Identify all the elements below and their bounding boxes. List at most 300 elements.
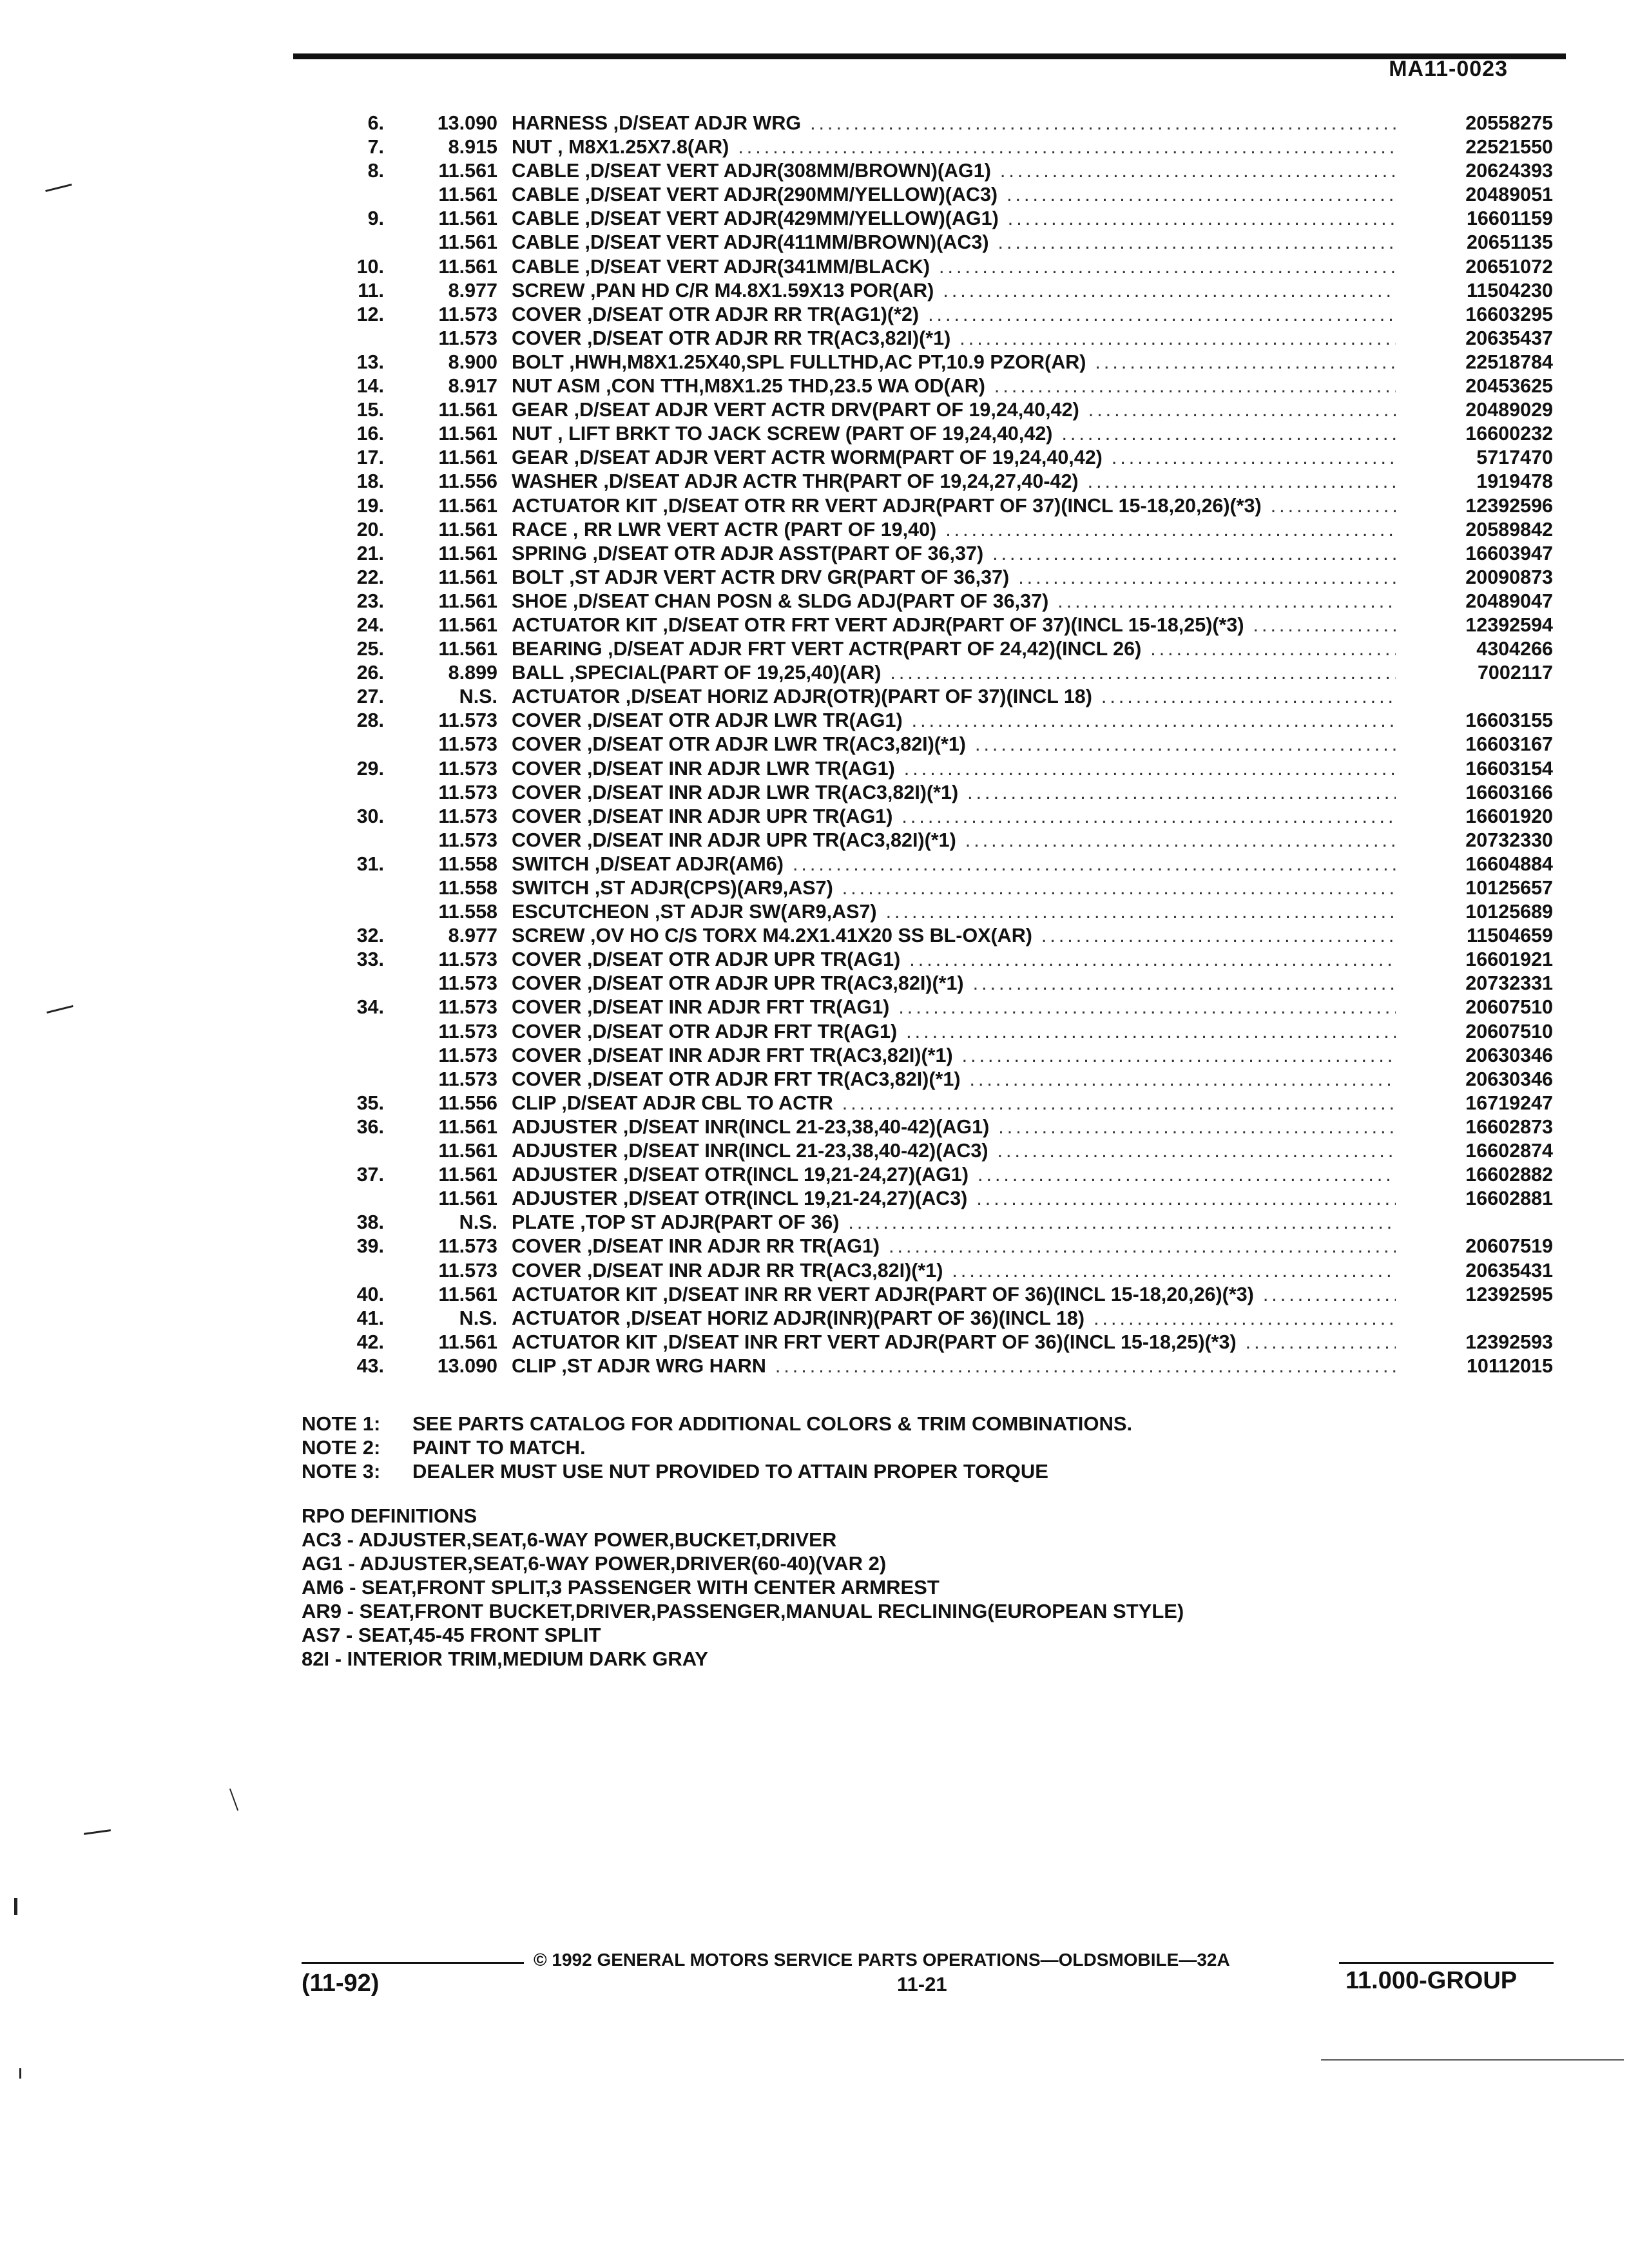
part-number: 16601159 [1466, 207, 1553, 230]
part-name: BALL [512, 662, 564, 684]
part-name: ACTUATOR [512, 686, 621, 708]
dot-leader [998, 1116, 1396, 1139]
dot-leader [1253, 614, 1396, 637]
dot-leader [969, 1068, 1396, 1091]
part-name-wrapper [512, 256, 930, 278]
part-description [512, 375, 1405, 398]
part-row [309, 351, 1553, 375]
part-row [309, 1116, 1553, 1140]
part-group-number: 11.561 [438, 423, 497, 445]
part-name-wrapper [512, 1068, 960, 1091]
part-row [309, 303, 1553, 327]
part-name: COVER [512, 303, 582, 325]
part-row [309, 972, 1553, 996]
part-group-number: 8.977 [448, 279, 497, 302]
part-name: CLIP [512, 1091, 556, 1114]
part-group-number: 11.561 [438, 638, 497, 660]
part-description [512, 470, 1405, 493]
part-ref-number: 42. [356, 1331, 384, 1353]
part-description [512, 231, 1405, 254]
part-row [309, 375, 1553, 399]
note-label: NOTE 1: [302, 1412, 381, 1435]
part-name-wrapper [512, 1116, 989, 1139]
part-row [309, 996, 1553, 1020]
dot-leader [912, 709, 1396, 732]
part-description [512, 423, 1405, 445]
part-detail: ,D/SEAT OTR ADJR UPR TR(AG1) [586, 948, 901, 971]
dot-leader [1101, 686, 1396, 708]
part-ref-number: 40. [356, 1283, 384, 1305]
dot-leader [842, 1092, 1396, 1115]
part-row [309, 519, 1553, 543]
part-description [512, 638, 1405, 660]
dot-leader [775, 1355, 1396, 1378]
part-row [309, 614, 1553, 638]
part-name-wrapper [512, 972, 964, 995]
part-group-number: 11.561 [438, 207, 497, 230]
part-row [309, 590, 1553, 614]
part-group-number: 11.573 [438, 805, 497, 827]
part-number: 12392595 [1465, 1283, 1553, 1305]
part-name-wrapper [512, 1235, 880, 1258]
part-description [512, 566, 1405, 589]
part-row [309, 1021, 1553, 1044]
part-name-wrapper [512, 447, 1103, 469]
part-ref-number: 20. [356, 518, 384, 541]
part-name-wrapper [512, 1211, 839, 1234]
part-row [309, 231, 1553, 255]
part-name-wrapper [512, 1044, 953, 1067]
part-ref-number: 10. [356, 255, 384, 278]
part-name-wrapper [512, 925, 1032, 947]
part-name: CABLE [512, 231, 580, 254]
note-text: DEALER MUST USE NUT PROVIDED TO ATTAIN PROPER TORQUE [412, 1460, 1048, 1483]
part-row [309, 638, 1553, 662]
rpo-definition: AG1 - ADJUSTER,SEAT,6-WAY POWER,DRIVER(60-40)(VAR 2) [302, 1552, 887, 1575]
part-row [309, 1140, 1553, 1164]
part-row [309, 495, 1553, 519]
notes-section [302, 1412, 1132, 1484]
part-row [309, 686, 1553, 709]
part-name: COVER [512, 1259, 582, 1282]
part-description [512, 184, 1405, 206]
part-group-number: 11.561 [438, 1283, 497, 1305]
part-description [512, 1307, 1405, 1330]
rpo-title: RPO DEFINITIONS [302, 1504, 477, 1527]
part-name-wrapper [512, 160, 991, 182]
part-detail: ,OV HO C/S TORX M4.2X1.41X20 SS BL-OX(AR) [590, 925, 1032, 947]
part-name: COVER [512, 781, 582, 803]
part-description [512, 1283, 1405, 1306]
footer-copyright: © 1992 GENERAL MOTORS SERVICE PARTS OPERATIONS—OLDSMOBILE—32A [534, 1950, 1230, 1970]
part-detail: ,D/SEAT INR ADJR RR TR(AG1) [586, 1235, 880, 1258]
part-name-wrapper [512, 136, 729, 159]
part-detail: ,D/SEAT ADJR WRG [613, 112, 802, 134]
top-rule [293, 53, 1566, 59]
part-ref-number: 6. [367, 112, 384, 134]
part-name-wrapper [512, 782, 958, 804]
part-name: ACTUATOR KIT [512, 1331, 657, 1353]
dot-leader [928, 303, 1396, 326]
part-number: 5717470 [1476, 447, 1553, 469]
dot-leader [842, 877, 1396, 899]
part-description [512, 614, 1405, 637]
part-detail: ,D/SEAT CHAN POSN & SLDG ADJ(PART OF 36,37) [572, 590, 1049, 612]
part-name-wrapper [512, 1355, 766, 1378]
part-detail: ,D/SEAT INR ADJR FRT TR(AC3,82I)(*1) [586, 1044, 953, 1066]
part-number: 16602873 [1465, 1115, 1553, 1138]
dot-leader [1088, 399, 1396, 421]
part-ref-number: 24. [356, 613, 384, 636]
part-row [309, 1260, 1553, 1283]
dot-leader [1271, 495, 1396, 517]
part-name: COVER [512, 1235, 582, 1258]
part-name: ADJUSTER [512, 1115, 618, 1138]
part-row [309, 805, 1553, 829]
part-number: 20489047 [1465, 590, 1553, 612]
part-group-number: 8.977 [448, 925, 497, 947]
part-description [512, 877, 1405, 899]
part-name: COVER [512, 1068, 582, 1090]
part-number: 16602874 [1465, 1140, 1553, 1162]
dot-leader [962, 1044, 1396, 1067]
part-name: NUT ASM [512, 375, 601, 398]
part-name-wrapper [512, 1260, 943, 1282]
part-ref-number: 30. [356, 805, 384, 827]
part-number: 4304266 [1476, 638, 1553, 660]
part-group-number: 11.573 [438, 1259, 497, 1282]
part-name: SHOE [512, 590, 568, 612]
part-row [309, 877, 1553, 901]
footer-page-number: 11-21 [897, 1973, 947, 1995]
part-row [309, 1211, 1553, 1235]
part-number: 20732331 [1465, 972, 1553, 995]
part-detail: ,D/SEAT ADJR ACTR THR(PART OF 19,24,27,40-42) [603, 470, 1079, 493]
part-name-wrapper [512, 758, 895, 780]
part-name: ACTUATOR KIT [512, 613, 657, 636]
part-name: PLATE [512, 1211, 575, 1234]
part-description [512, 1164, 1405, 1186]
part-name-wrapper [512, 112, 801, 135]
part-number: 20090873 [1465, 566, 1553, 588]
part-description [512, 447, 1405, 469]
dot-leader [1150, 638, 1396, 660]
part-name-wrapper [512, 948, 900, 971]
part-description [512, 351, 1405, 374]
part-name-wrapper [512, 519, 936, 541]
note-text: SEE PARTS CATALOG FOR ADDITIONAL COLORS & TRIM COMBINATIONS. [412, 1412, 1133, 1435]
part-name: COVER [512, 972, 582, 995]
part-number: 16603167 [1465, 733, 1553, 756]
part-detail: , LIFT BRKT TO JACK SCREW (PART OF 19,24,40,42) [557, 423, 1053, 445]
part-row [309, 1307, 1553, 1331]
part-description [512, 1187, 1405, 1210]
part-ref-number: 23. [356, 590, 384, 612]
part-detail: ,D/SEAT OTR(INCL 19,21-24,27)(AC3) [622, 1187, 968, 1210]
part-ref-number: 36. [356, 1115, 384, 1138]
dot-leader [738, 136, 1396, 159]
part-name: COVER [512, 733, 582, 756]
part-description [512, 1260, 1405, 1282]
part-number: 20589842 [1465, 518, 1553, 541]
part-detail: ,D/SEAT OTR ADJR FRT TR(AC3,82I)(*1) [586, 1068, 961, 1090]
part-group-number: 11.573 [438, 829, 497, 851]
dot-leader [1018, 566, 1396, 589]
part-group-number: 11.573 [438, 1068, 497, 1090]
bottom-rule [1321, 2059, 1624, 2061]
part-detail: ,D/SEAT INR ADJR LWR TR(AG1) [586, 757, 895, 780]
part-description [512, 1211, 1405, 1234]
part-number: 16603295 [1465, 303, 1553, 325]
part-description [512, 1092, 1405, 1115]
part-name: GEAR [512, 399, 569, 421]
part-group-number: 13.090 [437, 112, 497, 134]
part-detail: ,ST ADJR WRG HARN [561, 1354, 766, 1377]
part-row [309, 948, 1553, 972]
part-row [309, 160, 1553, 184]
part-name: SWITCH [512, 852, 590, 875]
part-name-wrapper [512, 399, 1079, 421]
part-detail: ,ST ADJR(CPS)(AR9,AS7) [594, 877, 833, 899]
part-row [309, 1044, 1553, 1068]
part-name-wrapper [512, 1164, 969, 1186]
part-number: 20607519 [1465, 1235, 1553, 1258]
part-description [512, 1355, 1405, 1378]
part-number: 1919478 [1476, 470, 1553, 493]
part-detail: ,D/SEAT OTR ADJR RR TR(AC3,82I)(*1) [586, 327, 951, 349]
part-detail: ,D/SEAT ADJR FRT VERT ACTR(PART OF 24,42)(INCL 26) [608, 638, 1142, 660]
dot-leader [978, 1164, 1396, 1186]
part-row [309, 782, 1553, 805]
part-row [309, 758, 1553, 782]
part-number: 20635431 [1465, 1259, 1553, 1282]
part-row [309, 566, 1553, 590]
part-detail: ,D/SEAT INR(INCL 21-23,38,40-42)(AG1) [622, 1115, 990, 1138]
part-description [512, 519, 1405, 541]
part-row [309, 327, 1553, 351]
dot-leader [1057, 590, 1396, 613]
part-detail: ,D/SEAT OTR ADJR LWR TR(AG1) [586, 709, 903, 732]
part-detail: ,HWH,M8X1.25X40,SPL FULLTHD,AC PT,10.9 PZOR(AR) [569, 351, 1086, 373]
part-name-wrapper [512, 375, 985, 398]
part-number: 20630346 [1465, 1068, 1553, 1090]
part-detail: ,D/SEAT HORIZ ADJR(OTR)(PART OF 37)(INCL 18) [625, 686, 1092, 708]
part-ref-number: 28. [356, 709, 384, 732]
part-name-wrapper [512, 829, 956, 852]
part-detail: ,D/SEAT INR(INCL 21-23,38,40-42)(AC3) [622, 1140, 988, 1162]
part-group-number: 11.573 [438, 709, 497, 732]
part-row [309, 662, 1553, 686]
margin-mark [229, 1789, 238, 1811]
dot-leader [1041, 925, 1396, 947]
part-description [512, 207, 1405, 230]
part-name: COVER [512, 829, 582, 851]
part-group-number: 11.561 [438, 184, 497, 206]
part-group-number: 11.561 [438, 566, 497, 588]
part-name: COVER [512, 709, 582, 732]
part-description [512, 1235, 1405, 1258]
part-detail: ,D/SEAT INR ADJR RR TR(AC3,82I)(*1) [586, 1259, 943, 1282]
rpo-definition: AC3 - ADJUSTER,SEAT,6-WAY POWER,BUCKET,DRIVER [302, 1528, 837, 1551]
part-ref-number: 33. [356, 948, 384, 971]
part-group-number: 8.899 [448, 662, 497, 684]
part-number: 20607510 [1465, 996, 1553, 1019]
part-ref-number: 29. [356, 757, 384, 780]
part-description [512, 543, 1405, 565]
part-group-number: 11.561 [438, 255, 497, 278]
dot-leader [967, 782, 1396, 804]
dot-leader [998, 1140, 1396, 1162]
part-name-wrapper [512, 303, 919, 326]
part-description [512, 399, 1405, 421]
part-name: ACTUATOR [512, 1307, 621, 1329]
part-description [512, 758, 1405, 780]
dot-leader [898, 996, 1396, 1019]
part-group-number: 11.561 [438, 160, 497, 182]
part-group-number: 8.900 [448, 351, 497, 373]
part-name: CABLE [512, 160, 580, 182]
part-row [309, 1331, 1553, 1355]
part-description [512, 901, 1405, 923]
part-ref-number: 27. [356, 686, 384, 708]
part-row [309, 280, 1553, 303]
part-number: 7002117 [1477, 662, 1553, 684]
part-ref-number: 7. [367, 136, 384, 159]
part-row [309, 207, 1553, 231]
part-name: ADJUSTER [512, 1164, 618, 1186]
margin-mark [14, 1898, 17, 1915]
part-detail: ,D/SEAT HORIZ ADJR(INR)(PART OF 36)(INCL 18) [625, 1307, 1085, 1329]
part-group-number: N.S. [459, 1307, 497, 1329]
part-detail: ,D/SEAT OTR FRT VERT ADJR(PART OF 37)(INCL 15-18,25)(*3) [662, 613, 1244, 636]
dot-leader [1095, 351, 1396, 374]
part-name: NUT [512, 136, 552, 159]
note-label: NOTE 3: [302, 1460, 381, 1483]
part-name: COVER [512, 948, 582, 971]
part-row [309, 853, 1553, 877]
part-row [309, 447, 1553, 470]
part-number: 16602882 [1465, 1164, 1553, 1186]
part-detail: ,D/SEAT VERT ADJR(411MM/BROWN)(AC3) [584, 231, 989, 254]
part-number: 20624393 [1465, 160, 1553, 182]
part-name-wrapper [512, 543, 983, 565]
part-name-wrapper [512, 662, 881, 684]
part-description [512, 1331, 1405, 1354]
part-name-wrapper [512, 1331, 1237, 1354]
part-name-wrapper [512, 1092, 833, 1115]
part-description [512, 733, 1405, 756]
dot-leader [945, 519, 1396, 541]
part-group-number: 11.561 [438, 231, 497, 254]
part-number: 10125657 [1465, 877, 1553, 899]
part-detail: ,D/SEAT OTR ADJR RR TR(AG1)(*2) [586, 303, 920, 325]
part-detail: ,ST ADJR SW(AR9,AS7) [655, 901, 877, 923]
part-name: BEARING [512, 638, 602, 660]
dot-leader [1263, 1283, 1396, 1306]
part-number: 10112015 [1466, 1354, 1553, 1377]
part-ref-number: 32. [356, 925, 384, 947]
part-ref-number: 12. [356, 303, 384, 325]
part-ref-number: 31. [356, 852, 384, 875]
part-number: 22518784 [1465, 351, 1553, 373]
part-group-number: 11.556 [438, 470, 497, 493]
part-name-wrapper [512, 805, 892, 828]
part-group-number: 8.917 [448, 375, 497, 398]
dot-leader [1094, 1307, 1396, 1330]
part-detail: ,D/SEAT INR FRT VERT ADJR(PART OF 36)(INCL 15-18,25)(*3) [662, 1331, 1237, 1353]
part-name: COVER [512, 1044, 582, 1066]
dot-leader [890, 662, 1396, 684]
part-group-number: 11.561 [438, 494, 497, 517]
part-number: 16604884 [1465, 852, 1553, 875]
dot-leader [959, 327, 1396, 350]
part-name-wrapper [512, 327, 950, 350]
margin-mark [84, 1829, 111, 1835]
part-description [512, 1116, 1405, 1139]
part-group-number: 11.573 [438, 733, 497, 756]
dot-leader [992, 543, 1396, 565]
part-group-number: 11.561 [438, 399, 497, 421]
rpo-definition: AM6 - SEAT,FRONT SPLIT,3 PASSENGER WITH CENTER ARMREST [302, 1576, 940, 1599]
part-name-wrapper [512, 351, 1086, 374]
part-row [309, 733, 1553, 757]
part-number: 20651072 [1465, 255, 1553, 278]
part-name-wrapper [512, 495, 1262, 517]
part-name: NUT [512, 423, 552, 445]
part-description [512, 280, 1405, 302]
dot-leader [1000, 160, 1396, 182]
part-detail: ,D/SEAT OTR ADJR FRT TR(AG1) [586, 1020, 898, 1043]
part-ref-number: 14. [356, 375, 384, 398]
part-description [512, 160, 1405, 182]
part-number: 11504230 [1466, 279, 1553, 302]
part-ref-number: 18. [356, 470, 384, 493]
part-description [512, 829, 1405, 852]
part-name-wrapper [512, 638, 1141, 660]
part-row [309, 112, 1553, 136]
dot-leader [886, 901, 1396, 923]
part-name: SCREW [512, 279, 585, 302]
dot-leader [904, 758, 1396, 780]
part-detail: ,D/SEAT OTR ADJR LWR TR(AC3,82I)(*1) [586, 733, 966, 756]
dot-leader [943, 280, 1396, 302]
part-group-number: 11.556 [438, 1091, 497, 1114]
part-ref-number: 15. [356, 399, 384, 421]
part-detail: ,TOP ST ADJR(PART OF 36) [580, 1211, 840, 1234]
part-ref-number: 22. [356, 566, 384, 588]
part-name: ACTUATOR KIT [512, 494, 657, 517]
part-description [512, 136, 1405, 159]
part-ref-number: 25. [356, 638, 384, 660]
part-description [512, 948, 1405, 971]
note-line [302, 1436, 1132, 1460]
part-name-wrapper [512, 423, 1052, 445]
part-number: 12392593 [1465, 1331, 1553, 1353]
part-ref-number: 11. [358, 279, 384, 302]
part-number: 11504659 [1466, 925, 1553, 947]
dot-leader [848, 1211, 1396, 1234]
dot-leader [810, 112, 1396, 135]
part-group-number: 11.573 [438, 1044, 497, 1066]
rpo-items [302, 1528, 1184, 1671]
part-number: 20607510 [1465, 1020, 1553, 1043]
part-group-number: N.S. [459, 686, 497, 708]
part-row [309, 925, 1553, 948]
part-number: 20635437 [1465, 327, 1553, 349]
part-name: COVER [512, 327, 582, 349]
part-ref-number: 8. [367, 160, 384, 182]
part-name-wrapper [512, 1283, 1254, 1306]
